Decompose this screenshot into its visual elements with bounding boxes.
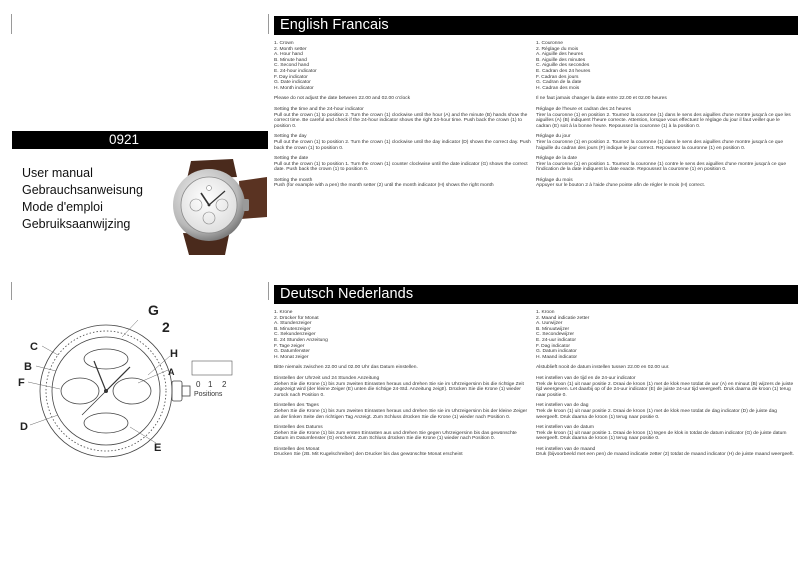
watch-date-window [207, 186, 212, 191]
step-title: Réglage du mois [536, 177, 573, 183]
legend-item: 2. Maand indicatie zetter [536, 315, 590, 321]
leader-f [28, 382, 60, 389]
step-body: Pull out the crown (1) to position 2. Turn the crown (1) clockwise until the hour (A) and the minute (B) hands show the correct time. Be careful and check if the 24-hour indicator shows the right 24-hour time. Push back the crown (1) to position 0. [274, 112, 528, 129]
legend-item: E. 24-hour indicator [274, 68, 317, 74]
legend-item: C. Sekundenzeiger [274, 332, 316, 338]
legend-item: 1. Couronne [536, 41, 563, 46]
warning-text: Il ne faut jamais changer la date entre 22.00 et 02.00 heures [536, 96, 667, 102]
callout-month-setter: 2 [162, 319, 170, 335]
position-1: 1 [208, 380, 213, 389]
legend-item: 1. Kroon [536, 310, 555, 315]
deutsch-column [274, 310, 532, 458]
callout-b: B [24, 361, 32, 373]
legend-item: C. Second hand [274, 63, 310, 69]
legend-item: B. Minutenzeiger [274, 326, 311, 332]
step-body: Trek de kroon (1) uit naar positie 1. Draai de kroon (1) tegen de klok in totdat de datum indicator (G) de juiste datum weergeeft. Druk daarna de kroon (1) terug naar positie 0. [536, 430, 787, 442]
legend-item: C. Aiguille des secondes [536, 63, 590, 69]
legend-item: 1. Crown [274, 41, 294, 46]
warning-text: Please do not adjust the date between 22.00 and 02.00 o'clock [274, 96, 411, 102]
callout-f: F [18, 377, 25, 389]
leader-g [122, 320, 138, 337]
step-title: Het instellen van de dag [536, 403, 589, 409]
crown-positions [192, 361, 232, 398]
legend-item: A. Uurwijzer [536, 321, 563, 327]
position-2: 2 [222, 380, 227, 389]
step-body: Pull out the crown (1) to position 2. Turn the crown (1) clockwise until the day indicator (D) shows the correct day. Push back the crown (1) to position 0. [274, 139, 531, 151]
callout-c: C [30, 341, 38, 353]
step-title: Réglage du jour [536, 134, 571, 140]
legend-item: H. Month indicator [274, 85, 314, 91]
step-title: Einstellen des Datums [274, 425, 323, 431]
header-bar-deutsch-nederlands [274, 285, 798, 304]
step-body: Ziehen Sie die Krone (1) bis zum ersten Einrasten aus und drehen Sie gegen Uhrzeigersinn bis das gewünschte Datum im Datumfenster (G) erscheint. Zum Schluss drücken Sie die Krone (1) wieder nach Position 0. [274, 430, 517, 442]
legend-item: F. Cadran des jours [536, 74, 579, 80]
leader-b [36, 366, 56, 371]
step-body: Ziehen Sie die Krone (1) bis zum zweiten Einrasten heraus und drehen Sie sie im Uhrzeigersinn bis der kleine Zeiger an der linken Seite den richtigen Tag Anzeigt. Zum Schluss drücken Sie die Krone (1) wieder nach Position 0. [274, 408, 528, 420]
legend-item: 2. Month setter [274, 46, 307, 52]
header-bar-english-francais [274, 16, 798, 35]
positions-label: Positions [194, 391, 223, 398]
watch-hand-pin [208, 204, 211, 207]
legend-item: A. Aiguille des heures [536, 52, 584, 58]
legend-item: G. Cadran de la date [536, 80, 582, 86]
diagram-hour-hand [94, 361, 106, 391]
legend-item: C. Secondewijzer [536, 332, 575, 338]
legend-item: F. Day indicator [274, 74, 308, 80]
leader-a [138, 370, 168, 383]
model-number: 0921 [109, 132, 140, 147]
position-stem [192, 361, 232, 375]
step-title: Setting the date [274, 156, 309, 162]
step-title: Réglage de l'heure et cadran des 24 heures [536, 106, 632, 112]
watch-diagram [18, 295, 248, 495]
legend-item: B. Minuutwijzer [536, 326, 570, 332]
legend-item: 1. Krone [274, 310, 293, 315]
legend-item: 2. Drücker für Monat [274, 315, 319, 321]
step-title: Het instellen van de tijd en de 24-uur indicator [536, 375, 636, 381]
step-title: Setting the time and the 24-hour indicator [274, 106, 364, 112]
legend-item: F. Dag indicator [536, 343, 570, 349]
legend-item: B. Minute hand [274, 57, 307, 63]
diagram-minute-hand [106, 367, 130, 391]
step-body: Pull out the crown (1) to position 1. Turn the crown (1) counter clockwise until the date indicator (G) shows the correct date. Push back the crown (1) to position 0. [274, 161, 528, 173]
step-body: Tirer la couronne (1) en position 2. Tournez la couronne (1) dans le sens des aiguilles d'une montre jusqu'à ce que les aiguilles (A) (B) indiquent l'heure correcte. Attention, lorsque vous effectuez le réglage du jour il faut veiller que le cadran (E) soit à la bonne heure. Repoussez la couronne (1) à la position 0. [536, 112, 791, 129]
legend-item: G. Datumfenster [274, 349, 310, 355]
legend-item: H. Maand indicator [536, 354, 578, 360]
warning-text: Alstublieft nooit de datum instellen tussen 22.00 en 02.00 uur. [536, 365, 670, 371]
watch-crown [243, 199, 249, 211]
step-body: Push (for example with a pen) the month setter (2) until the month indicator (H) shows the right month [274, 183, 494, 189]
step-body: Drucken Sie (zB. Mit Kugelschreiber) den Drucker bis das gewünschte Monat erscheint [274, 452, 463, 458]
manual-title-fr: Mode d'emploi [22, 200, 103, 214]
step-title: Setting the day [274, 134, 307, 140]
warning-text: Bitte niemals zwischen 22.00 und 02.00 Uhr das Datum einstellen. [274, 365, 418, 371]
legend-item: A. Hour hand [274, 52, 303, 58]
francais-column [536, 41, 794, 189]
model-number-bar [12, 131, 268, 149]
legend-item: E. 24-uur indicator [536, 337, 576, 343]
diagram-top-subdial [84, 349, 128, 369]
legend-item: G. Datum indicator [536, 349, 577, 355]
position-0: 0 [196, 380, 201, 389]
callout-a: A [168, 367, 175, 377]
step-body: Druk (bijvoorbeeld met een pen) de maand indicatie zetter (2) totdat de maand indicator (H) de juiste maand weergeeft. [536, 452, 794, 458]
diagram-center-pin [104, 389, 108, 393]
callout-e: E [154, 442, 162, 454]
fold-mark-middle-center [268, 282, 269, 300]
header-title: English Francais [280, 17, 389, 33]
nederlands-column [536, 310, 794, 458]
diagram-crown-stem [182, 386, 190, 396]
callout-g: G [148, 302, 159, 318]
step-body: Tirer la couronne (1) en position 2. Tournez la couronne (1) dans le sens des aiguilles d'une montre jusqu'à ce que l'aiguille du cadran des jours (F) indique le jour correct. Repoussez la couronne (1) en position 0. [536, 139, 784, 151]
manual-title-de: Gebrauchsanweisung [22, 183, 143, 197]
diagram-right-subdial [113, 378, 151, 404]
step-title: Het instellen van de maand [536, 446, 596, 452]
watch-photo [155, 155, 267, 255]
legend-item: B. Aiguille des minutes [536, 57, 586, 63]
callout-d: D [20, 421, 28, 433]
legend-item: A. Stundenzeiger [274, 321, 312, 327]
diagram-crown [172, 381, 182, 401]
fold-mark-bottom-left [11, 282, 12, 300]
english-column [274, 41, 532, 189]
legend-item: F. Tage zeiger [274, 343, 305, 349]
step-title: Einstellen des Tages [274, 403, 319, 409]
manual-title-en: User manual [22, 166, 93, 180]
step-body: Trek de kroon (1) uit naar positie 2. Draai de kroon (1) met de klok mee totdat de dag indicator (D) de juiste dag weergeeft. Druk daarna de kroon (1) terug naar positie 0. [536, 408, 777, 420]
legend-item: H. Cadran des mois [536, 85, 580, 91]
diagram-bottom-subdial [84, 413, 128, 433]
step-title: Setting the month [274, 177, 313, 183]
step-body: Ziehen Sie die Krone (1) bis zum zweiten Einrasten heraus und drehen Sie sie im Uhrzeigersinn bis die richtige Zeit angezeigt wird (der kleine Zeiger (E) unten die richtige 24-Std. Anzeitung zeigt!). Drücken Sie die Krone (1) wieder zurück nach Position 0. [274, 381, 524, 398]
legend-item: 2. Réglage du mois [536, 46, 579, 52]
legend-item: H. Monat zeiger [274, 354, 309, 360]
step-body: Tirer la couronne (1) en position 1. Tournez la couronne (1) contre le sens des aiguilles d'une montre jusqu'à ce que l'indication de la date indiquent la date exacte. Repoussez la couronne (1) en position 0. [536, 161, 787, 173]
step-title: Réglage de la date [536, 156, 578, 162]
step-body: Trek de kroon (1) uit naar positie 2. Draai de kroon (1) met de klok mee totdat de uur (A) en minuut (B) wijzers de juiste tijd weergeven. Let daarbij op of de 24-uur indicator (E) de juiste 24-uur tijd weergeeft. Druk daarna de kroon (1) terug naar positie 0. [536, 381, 794, 398]
manual-title-nl: Gebruiksaanwijzing [22, 217, 131, 231]
legend-item: E. Cadran des 24 heures [536, 68, 591, 74]
step-title: Einstellen des Monat [274, 446, 320, 452]
diagram-left-subdial [61, 378, 99, 404]
legend-item: E. 24 Stunden Anzeitung [274, 337, 328, 343]
callout-h: H [170, 348, 178, 360]
diagram-second-hand [82, 391, 106, 415]
header-title: Deutsch Nederlands [280, 286, 414, 302]
step-body: Appuyer sur le bouton 2 à l'aide d'une pointe afin de régler le mois (H) correct. [536, 183, 706, 189]
step-title: Einstellen der Uhrzeit und 24 Stunden Anzeitung [274, 375, 380, 381]
fold-mark-top-center [268, 14, 269, 34]
fold-mark-top-left [11, 14, 12, 34]
leader-c [42, 346, 58, 355]
leader-e [130, 427, 156, 443]
legend-item: G. Date indicator [274, 80, 311, 86]
step-title: Het instellen van de datum [536, 425, 594, 431]
